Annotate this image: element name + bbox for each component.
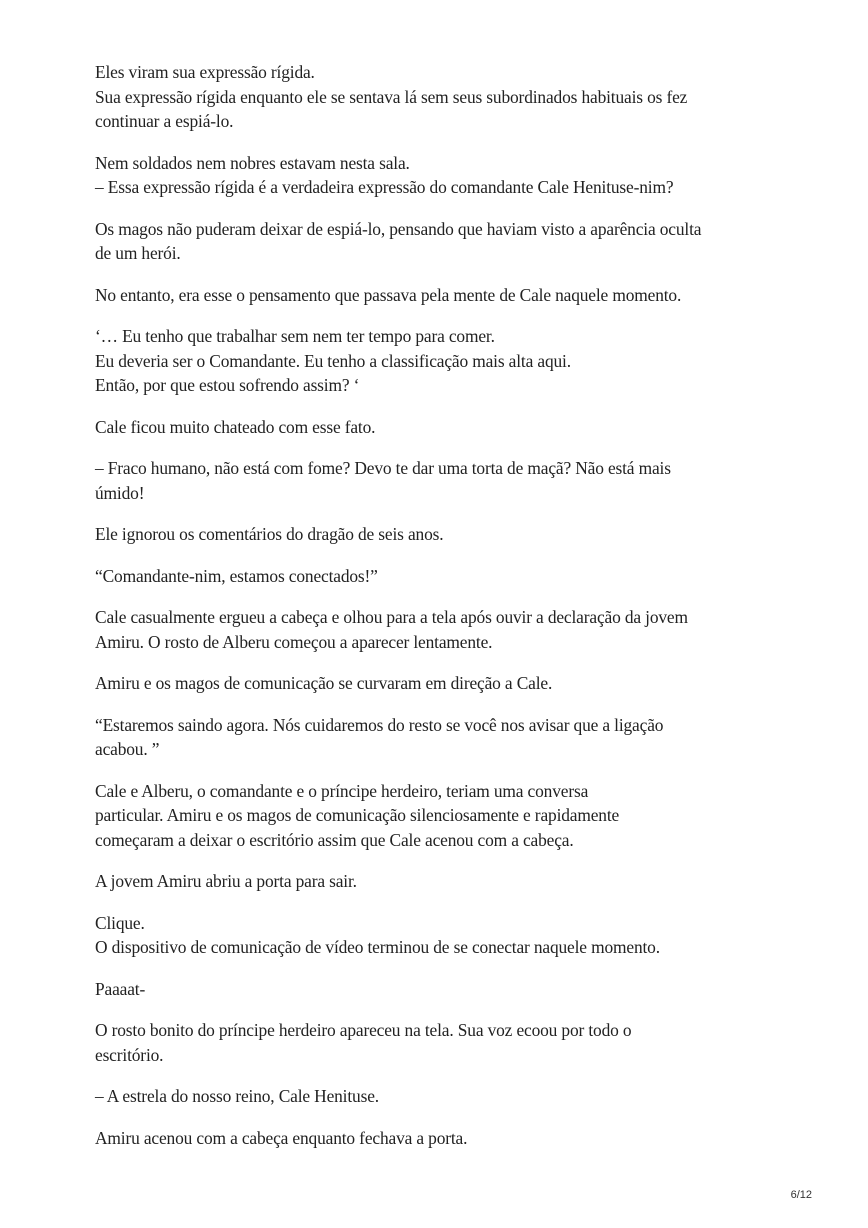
paragraph-6 (95, 415, 795, 440)
text-line: Cale ficou muito chateado com esse fato. (95, 416, 376, 437)
text-line: Então, por que estou sofrendo assim? ‘ (95, 375, 360, 395)
text-line: – Essa expressão rígida é a verdadeira expressão do comandante Cale Henituse-nim? (95, 177, 674, 197)
text-line: A jovem Amiru abriu a porta para sair. (95, 871, 357, 891)
paragraph-16 (95, 977, 795, 1002)
text-line: escritório. (95, 1044, 164, 1065)
text-line: Paaaat- (95, 978, 146, 999)
text-line: Ele ignorou os comentários do dragão de seis anos. (95, 524, 444, 544)
text-line: “Estaremos saindo agora. Nós cuidaremos do resto se você nos avisar que a ligação (95, 714, 664, 735)
text-line: Amiru acenou com a cabeça enquanto fechava a porta. (95, 1127, 468, 1148)
text-line: acabou. ” (95, 739, 160, 759)
text-line: Cale e Alberu, o comandante e o príncipe herdeiro, teriam uma conversa (95, 780, 589, 801)
paragraph-10 (95, 605, 795, 654)
document-page (95, 60, 795, 1167)
paragraph-11 (95, 671, 795, 696)
text-line: Clique. (95, 912, 145, 933)
text-line: – A estrela do nosso reino, Cale Henituse. (95, 1086, 379, 1106)
text-line: de um herói. (95, 243, 181, 263)
text-line: O rosto bonito do príncipe herdeiro apareceu na tela. Sua voz ecoou por todo o (95, 1020, 632, 1040)
paragraph-14 (95, 869, 795, 894)
paragraph-17 (95, 1018, 795, 1067)
text-line: Amiru. O rosto de Alberu começou a aparecer lentamente. (95, 631, 493, 652)
paragraph-12 (95, 713, 795, 762)
text-line: continuar a espiá-lo. (95, 111, 234, 131)
text-line: Cale casualmente ergueu a cabeça e olhou para a tela após ouvir a declaração da jovem (95, 607, 688, 627)
paragraph-1 (95, 60, 795, 134)
page-number: 6/12 (790, 1189, 812, 1201)
text-line: começaram a deixar o escritório assim que Cale acenou com a cabeça. (95, 829, 574, 850)
text-line: Eu deveria ser o Comandante. Eu tenho a classificação mais alta aqui. (95, 350, 571, 371)
text-line: “Comandante-nim, estamos conectados!” (95, 565, 378, 586)
paragraph-4 (95, 283, 795, 308)
text-line: O dispositivo de comunicação de vídeo terminou de se conectar naquele momento. (95, 937, 660, 957)
paragraph-19 (95, 1126, 795, 1151)
paragraph-18 (95, 1084, 795, 1109)
text-line: ‘… Eu tenho que trabalhar sem nem ter tempo para comer. (95, 326, 495, 346)
text-line: Sua expressão rígida enquanto ele se sentava lá sem seus subordinados habituais os fez (95, 86, 688, 107)
paragraph-9 (95, 564, 795, 589)
text-line: Amiru e os magos de comunicação se curvaram em direção a Cale. (95, 673, 553, 693)
paragraph-8 (95, 522, 795, 547)
text-line: Eles viram sua expressão rígida. (95, 62, 315, 82)
paragraph-5 (95, 324, 795, 398)
text-line: particular. Amiru e os magos de comunicação silenciosamente e rapidamente (95, 805, 620, 825)
paragraph-13 (95, 779, 795, 853)
text-line: Nem soldados nem nobres estavam nesta sala. (95, 152, 410, 173)
text-line: úmido! (95, 482, 145, 503)
text-line: Os magos não puderam deixar de espiá-lo, pensando que haviam visto a aparência oculta (95, 218, 702, 239)
paragraph-3 (95, 217, 795, 266)
paragraph-2 (95, 151, 795, 200)
text-line: – Fraco humano, não está com fome? Devo te dar uma torta de maçã? Não está mais (95, 458, 671, 478)
paragraph-15 (95, 911, 795, 960)
text-line: No entanto, era esse o pensamento que passava pela mente de Cale naquele momento. (95, 284, 682, 305)
paragraph-7 (95, 456, 795, 505)
